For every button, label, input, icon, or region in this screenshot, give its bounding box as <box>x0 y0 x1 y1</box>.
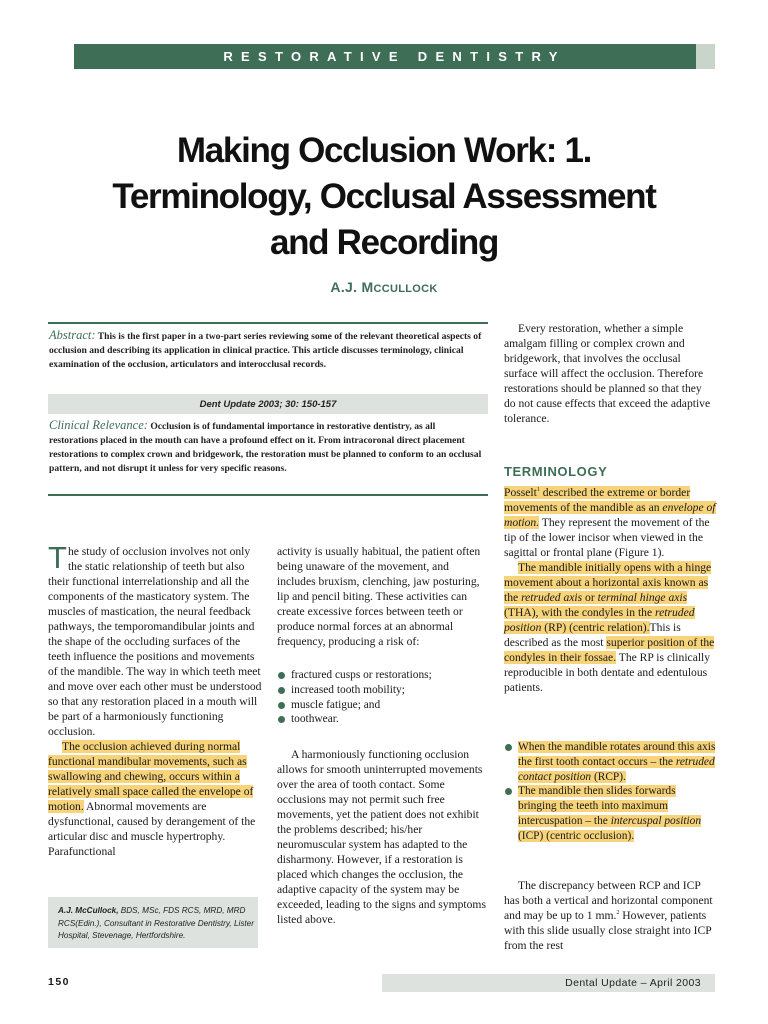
title-line-3: and Recording <box>269 223 499 262</box>
highlighted-text: The occlusion achieved during normal functional mandibular movements, such as swallowing and chewing, occurs within a relatively small space called the envelope of motion. <box>48 740 254 813</box>
dropcap: T <box>48 540 67 575</box>
citation: Dent Update 2003; 30: 150-157 <box>48 394 488 414</box>
highlighted-text: The mandible initially opens with a hinge movement about a horizontal axis known as the retruded axis or terminal hinge axis (THA), with the condyles in the retruded position (RP) (centric relation). <box>504 561 712 634</box>
page-number: 150 <box>48 976 71 988</box>
body-column-3-terminology <box>504 485 716 695</box>
highlighted-text: The mandible then slides forwards bringing the teeth into maximum intercuspation – the intercuspal position (ICP) (centric occlusion). <box>518 785 702 842</box>
intro-paragraph <box>48 540 262 739</box>
bullet-icon <box>278 716 285 723</box>
restoration-paragraph: Every restoration, whether a simple amalgam filling or complex crown and bridgework, that involves the occlusal surface will affect the occlusion. Therefore restorations should be planned so that they do not cause effects that exceed the adaptive tolerance. <box>504 322 711 425</box>
position-list <box>504 740 716 844</box>
title-line-1: Making Occlusion Work: 1. <box>176 131 592 170</box>
intro-text: he study of occlusion involves not only the static relationship of teeth but also their functional interrelationship and all the components of the masticatory system. The muscles of mastication, the neural feedback pathways, the temporomandibular joints and the shape of the occluding surfaces of the teeth influence the positions and movements of the mandible. The way in which teeth meet and move over each other must be understood so that any restoration placed in a mouth will be part of a harmoniously functioning occlusion. <box>48 545 262 738</box>
discrepancy-paragraph: The discrepancy between RCP and ICP has both a vertical and horizontal component and may be up to 1 mm.$^2$ However, patients with this slide usually close straight into ICP from the rest <box>504 879 713 952</box>
author-affiliation <box>48 897 258 948</box>
harmonious-paragraph: A harmoniously functioning occlusion allows for smooth uninterrupted movements over the area of tooth contact. Some occlusions may not permit such free movements, yet the patient does not exhibit the problems described; his/her neuromuscular system has adapted to the disharmony. However, if a restoration is placed which changes the occlusion, the adaptive capacity of the system may be exceeded, leading to the signs and symptoms listed above. <box>277 748 486 927</box>
envelope-text: Abnormal movements are dysfunctional, caused by derangement of the articular disc and muscle hypertrophy. Parafunctional <box>48 800 256 858</box>
list-item: fractured cusps or restorations; <box>277 668 489 683</box>
author-surname: CULLOCK <box>381 283 438 295</box>
section-header: RESTORATIVE DENTISTRY <box>74 44 715 69</box>
section-header-tail <box>696 44 715 69</box>
risk-list <box>277 668 489 727</box>
bullet-icon <box>505 744 512 751</box>
article-author <box>200 279 568 295</box>
body-column-1 <box>48 540 262 859</box>
section-heading: TERMINOLOGY <box>504 464 608 479</box>
posselt-paragraph: Posselt$^1$ described the extreme or border movements of the mandible as an envelope of motion. They represent the movement of the tip of the lower incisor when viewed in the sagittal or frontal plane (Figure 1). <box>504 486 716 559</box>
list-item <box>504 784 716 843</box>
envelope-paragraph <box>48 739 262 859</box>
hinge-paragraph: The mandible initially opens with a hinge movement about a horizontal axis known as the retruded axis or terminal hinge axis (THA), with the condyles in the retruded position (RP) (centric relation).This is described as the most superior position of the condyles in their fossae. The RP is clinically reproducible in both dentate and edentulous patients. <box>504 561 715 694</box>
abstract-top-rule <box>48 322 488 324</box>
body-column-3-top <box>504 321 716 426</box>
bullet-icon <box>278 687 285 694</box>
highlighted-text: When the mandible rotates around this axis the first tooth contact occurs – the retruded contact position (RCP). <box>518 741 716 783</box>
abstract-bottom-rule <box>48 494 488 496</box>
affiliation-credentials: BDS, MSc, FDS RCS, MRD, MRD RCS(Edin.), Consultant in Restorative Dentistry, Lister Hospital, Stevenage, Hertfordshire. <box>58 906 254 940</box>
list-item: increased tooth mobility; <box>277 683 489 698</box>
clinical-relevance <box>49 418 485 476</box>
body-column-2 <box>277 544 489 927</box>
abstract-label: Abstract: <box>49 328 96 342</box>
author-c: C <box>373 283 382 295</box>
list-item <box>504 740 716 784</box>
abstract <box>49 328 485 372</box>
body-column-3-bottom <box>504 878 716 953</box>
journal-footer: Dental Update – April 2003 <box>382 974 715 992</box>
article-title <box>40 128 728 266</box>
list-item: muscle fatigue; and <box>277 698 489 713</box>
title-line-2: Terminology, Occlusal Assessment <box>112 177 656 216</box>
list-item: toothwear. <box>277 712 489 727</box>
relevance-body: Occlusion is of fundamental importance in restorative dentistry, as all restorations placed in the mouth can have a profound effect on it. From intracoronal direct placement restorations to complex crown and bridgework, the restoration must be planned to conform to an occlusal pattern, and not disrupt it unless for very specific reasons. <box>49 421 482 474</box>
affiliation-name: A.J. McCullock, <box>58 906 119 915</box>
bullet-icon <box>505 788 512 795</box>
bullet-icon <box>278 672 285 679</box>
abstract-body: This is the first paper in a two-part series reviewing some of the relevant theoretical aspects of occlusion and describing its application in clinical practice. This article discusses terminology, clinical examination of the occlusion, articulators and interocclusal records. <box>49 331 482 370</box>
relevance-label: Clinical Relevance: <box>49 418 148 432</box>
author-initials: A.J. M <box>330 279 374 295</box>
parafunction-paragraph: activity is usually habitual, the patient often being unaware of the movement, and includes bruxism, clenching, jaw posturing, lip and pencil biting. These activities can create excessive forces between teeth or produce normal forces at an abnormal frequency, producing a risk of: <box>277 545 481 648</box>
highlighted-text: Posselt$^1$ described the extreme or border movements of the mandible as an envelope of motion. <box>504 486 716 529</box>
highlighted-text: superior position of the condyles in their fossae. <box>504 636 715 664</box>
bullet-icon <box>278 702 285 709</box>
